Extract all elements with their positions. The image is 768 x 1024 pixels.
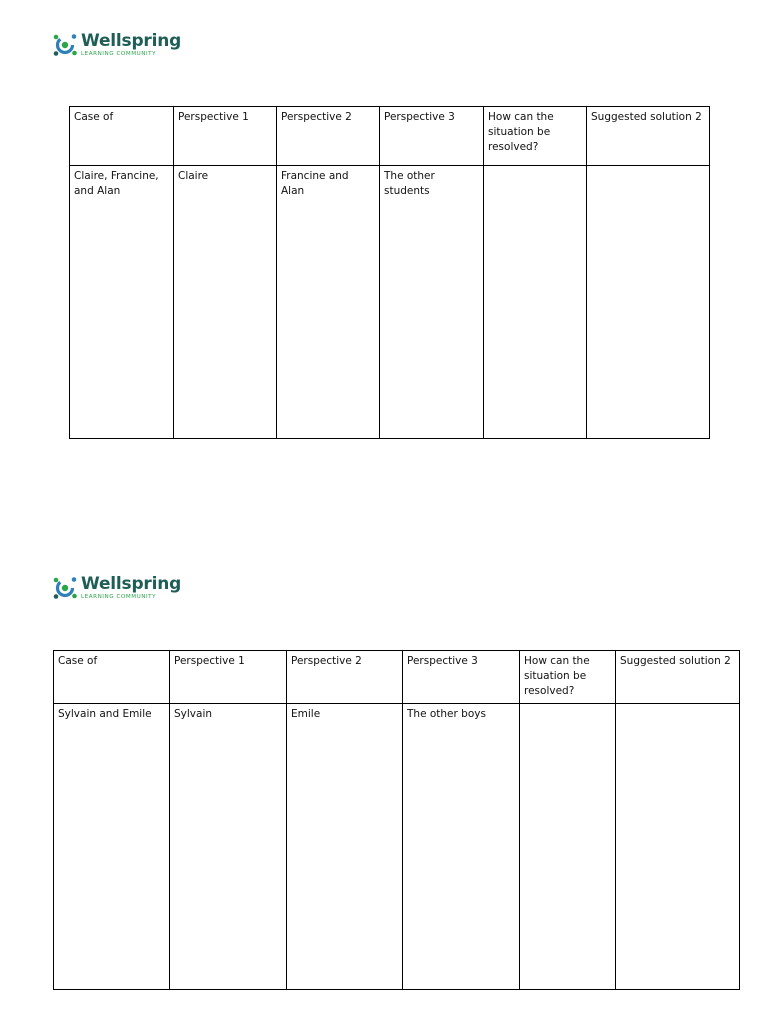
header-perspective-2: Perspective 2 [287, 651, 403, 704]
logo-subtitle: LEARNING COMMUNITY [81, 50, 157, 57]
cell-resolution[interactable] [520, 704, 616, 990]
case-table-1 [69, 106, 710, 439]
logo-name: Wellspring [81, 30, 182, 51]
header-resolution: How can the situation be resolved? [520, 651, 616, 704]
cell-perspective-1: Sylvain [170, 704, 287, 990]
wellspring-logo [52, 32, 181, 58]
header-case-of: Case of [54, 651, 170, 704]
cell-suggested-solution-2[interactable] [587, 166, 710, 439]
logo-name: Wellspring [81, 573, 182, 594]
header-suggested-solution-2: Suggested solution 2 [616, 651, 740, 704]
cell-resolution[interactable] [484, 166, 587, 439]
header-perspective-1: Perspective 1 [174, 107, 277, 166]
header-case-of: Case of [70, 107, 174, 166]
header-perspective-3: Perspective 3 [380, 107, 484, 166]
wellspring-logo [52, 575, 181, 601]
cell-perspective-3: The other students [380, 166, 484, 439]
table-row [70, 166, 710, 439]
case-table-2 [53, 650, 740, 990]
header-suggested-solution-2: Suggested solution 2 [587, 107, 710, 166]
logo-subtitle: LEARNING COMMUNITY [81, 593, 157, 600]
cell-suggested-solution-2[interactable] [616, 704, 740, 990]
cell-perspective-3: The other boys [403, 704, 520, 990]
header-perspective-1: Perspective 1 [170, 651, 287, 704]
table-header-row [54, 651, 740, 704]
header-perspective-3: Perspective 3 [403, 651, 520, 704]
cell-case-of: Sylvain and Emile [54, 704, 170, 990]
header-resolution: How can the situation be resolved? [484, 107, 587, 166]
table-row [54, 704, 740, 990]
wellspring-swirl-icon [52, 32, 78, 58]
cell-perspective-1: Claire [174, 166, 277, 439]
cell-perspective-2: Francine and Alan [277, 166, 380, 439]
cell-case-of: Claire, Francine, and Alan [70, 166, 174, 439]
header-perspective-2: Perspective 2 [277, 107, 380, 166]
wellspring-swirl-icon [52, 575, 78, 601]
cell-perspective-2: Emile [287, 704, 403, 990]
table-header-row [70, 107, 710, 166]
